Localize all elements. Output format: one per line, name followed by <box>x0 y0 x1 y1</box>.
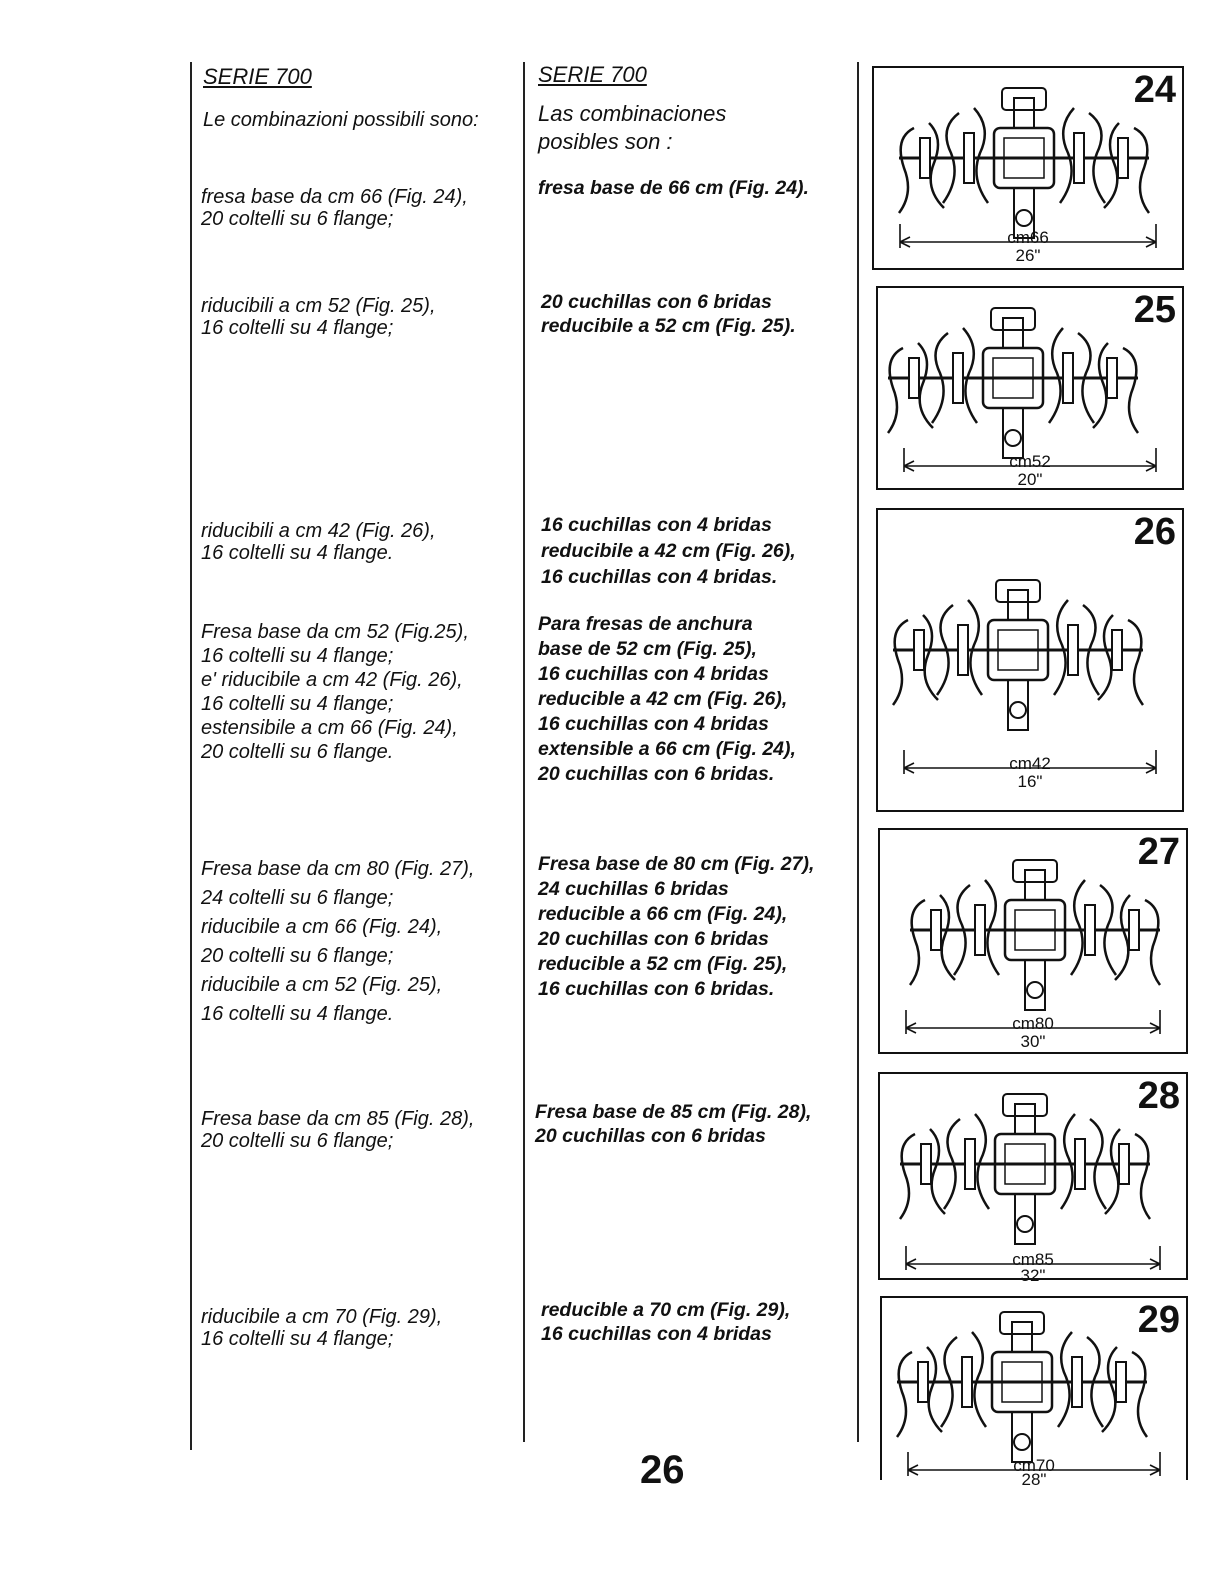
width-cm-label: cm85 <box>1012 1250 1054 1269</box>
spanish-block-6: Fresa base de 85 cm (Fig. 28), 20 cuchillas con 6 bridas <box>535 1101 812 1147</box>
column-divider-middle <box>523 62 525 1442</box>
italian-intro: Le combinazioni possibili sono: <box>203 109 479 131</box>
width-inch-label: 20" <box>1017 470 1043 489</box>
page-number: 26 <box>640 1448 685 1492</box>
width-inch-label: 30" <box>1020 1032 1046 1051</box>
width-inch-label: 32" <box>1020 1266 1046 1285</box>
italian-block-5: Fresa base da cm 80 (Fig. 27), 24 coltelli su 6 flange; riducibile a cm 66 (Fig. 24), 20 coltelli su 6 flange; riducibile a cm 52 (Fig. 25), 16 coltelli su 4 flange. <box>201 858 475 1025</box>
tiller-drawing <box>900 1094 1150 1244</box>
spanish-block-3: 16 cuchillas con 4 bridas reducibile a 42 cm (Fig. 26), 16 cuchillas con 4 bridas. <box>541 514 796 588</box>
figure-29 <box>880 1296 1188 1489</box>
tiller-drawing <box>899 88 1149 238</box>
figure-26 <box>876 508 1184 812</box>
width-cm-label: cm80 <box>1012 1014 1054 1033</box>
italian-header: SERIE 700 <box>203 64 312 89</box>
spanish-header: SERIE 700 <box>538 62 647 87</box>
figure-24 <box>872 66 1184 270</box>
spanish-block-1: fresa base de 66 cm (Fig. 24). <box>538 177 809 199</box>
tiller-drawing <box>897 1312 1147 1462</box>
italian-block-4: Fresa base da cm 52 (Fig.25), 16 coltelli su 4 flange; e' riducibile a cm 42 (Fig. 26), 16 coltelli su 4 flange; estensibile a cm 66 (Fig. 24), 20 coltelli su 6 flange. <box>201 621 469 763</box>
spanish-intro: Las combinaciones posibles son : <box>538 101 727 154</box>
tiller-drawing <box>910 860 1160 1010</box>
width-cm-label: cm52 <box>1009 452 1051 471</box>
spanish-block-7: reducible a 70 cm (Fig. 29), 16 cuchillas con 4 bridas <box>541 1299 791 1345</box>
column-divider-left <box>190 62 192 1450</box>
spanish-block-4: Para fresas de anchura base de 52 cm (Fig. 25), 16 cuchillas con 4 bridas reducible a 42 cm (Fig. 26), 16 cuchillas con 4 bridas extensible a 66 cm (Fig. 24), 20 cuchillas con 6 bridas. <box>538 613 796 785</box>
figure-number: 27 <box>1137 831 1180 873</box>
figure-number: 28 <box>1137 1075 1180 1117</box>
figure-number: 25 <box>1133 289 1176 331</box>
width-cm-label: cm42 <box>1009 754 1051 773</box>
tiller-drawing <box>893 580 1143 730</box>
italian-block-6: Fresa base da cm 85 (Fig. 28), 20 coltelli su 6 flange; <box>201 1108 475 1152</box>
width-cm-label: cm66 <box>1007 228 1049 247</box>
spanish-block-2: 20 cuchillas con 6 bridas reducibile a 52 cm (Fig. 25). <box>541 291 796 337</box>
width-inch-label: 28" <box>1021 1470 1047 1489</box>
width-inch-label: 16" <box>1017 772 1043 791</box>
italian-block-7: riducibile a cm 70 (Fig. 29), 16 coltelli su 4 flange; <box>201 1306 443 1350</box>
italian-block-1: fresa base da cm 66 (Fig. 24), 20 coltelli su 6 flange; <box>201 186 468 230</box>
italian-block-2: riducibili a cm 52 (Fig. 25), 16 coltelli su 4 flange; <box>201 295 436 339</box>
tiller-drawing <box>888 308 1138 458</box>
figure-number: 24 <box>1133 69 1176 111</box>
column-divider-right <box>857 62 859 1442</box>
italian-block-3: riducibili a cm 42 (Fig. 26), 16 coltelli su 4 flange. <box>201 520 436 564</box>
figure-number: 26 <box>1133 511 1176 553</box>
figure-28 <box>878 1072 1188 1285</box>
figure-number: 29 <box>1137 1299 1180 1341</box>
figure-27 <box>878 828 1188 1054</box>
spanish-block-5: Fresa base de 80 cm (Fig. 27), 24 cuchillas 6 bridas reducible a 66 cm (Fig. 24), 20 cuchillas con 6 bridas reducible a 52 cm (Fig. 25), 16 cuchillas con 6 bridas. <box>538 853 815 1000</box>
width-cm-label: cm70 <box>1013 1456 1055 1475</box>
figure-25 <box>876 286 1184 490</box>
width-inch-label: 26" <box>1015 246 1041 265</box>
